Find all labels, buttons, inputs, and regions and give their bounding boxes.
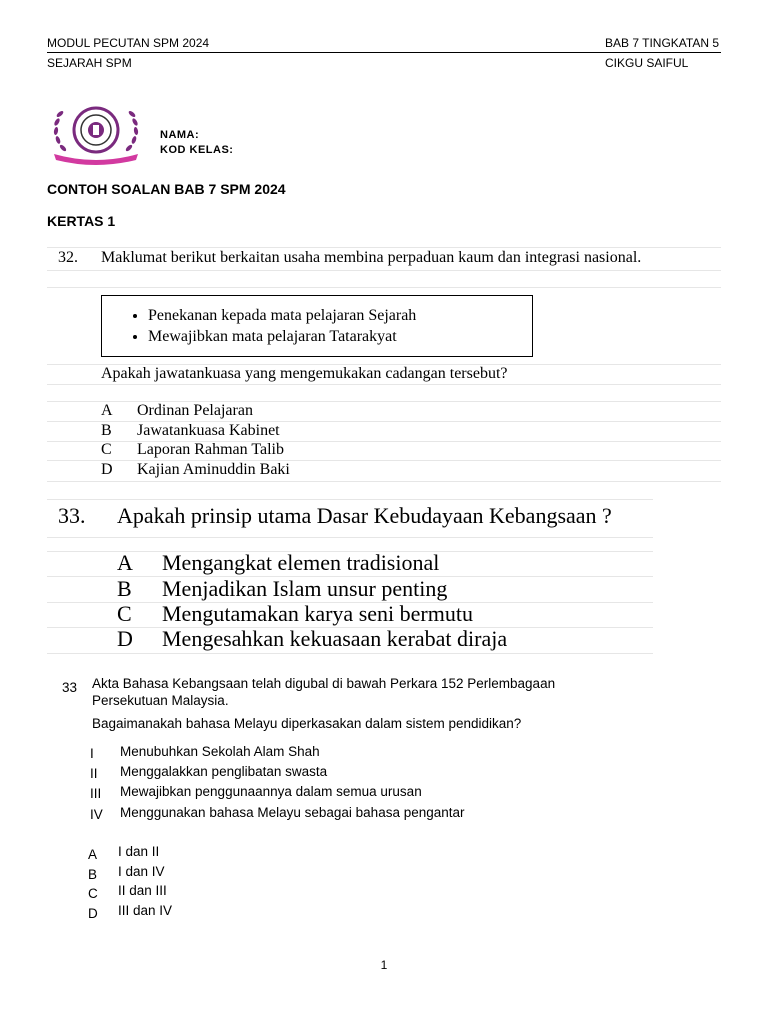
header-right-top: BAB 7 TINGKATAN 5 — [605, 36, 720, 50]
q32-question: Apakah jawatankuasa yang mengemukakan cadangan tersebut? — [101, 365, 508, 382]
q32-option-a: Ordinan Pelajaran — [137, 402, 253, 419]
q33b-roman-2: II — [90, 766, 98, 781]
q33a-option-b: Menjadikan Islam unsur penting — [162, 576, 448, 601]
q32-bullet-1: • Penekanan kepada mata pelajaran Sejarah — [148, 305, 532, 326]
q32-info-box — [101, 295, 533, 357]
question-33b — [60, 670, 660, 930]
q33b-roman-1: I — [90, 746, 94, 761]
q33b-statement-4: Menggunakan bahasa Melayu sebagai bahasa pengantar — [120, 805, 465, 820]
q33b-statement-3: Mewajibkan penggunaannya dalam semua urusan — [120, 784, 422, 799]
q33b-statement-2: Menggalakkan penglibatan swasta — [120, 764, 328, 779]
q33b-option-b: I dan IV — [118, 864, 165, 879]
header-left-bottom: SEJARAH SPM — [47, 56, 132, 70]
q32-option-b: Jawatankuasa Kabinet — [137, 422, 280, 439]
q33a-option-c: Mengutamakan karya seni bermutu — [162, 601, 473, 626]
q32-option-letter-a: A — [101, 402, 113, 419]
q33b-roman-3: III — [90, 786, 102, 801]
q32-option-c: Laporan Rahman Talib — [137, 441, 284, 458]
q33a-option-letter-d: D — [117, 626, 133, 651]
q33b-question: Bagaimanakah bahasa Melayu diperkasakan dalam sistem pendidikan? — [92, 716, 522, 731]
q33b-roman-4: IV — [90, 807, 103, 822]
q32-number: 32. — [58, 249, 78, 266]
school-logo-icon — [50, 104, 142, 166]
q33b-number: 33 — [62, 680, 78, 695]
q32-stem: Maklumat berikut berkaitan usaha membina perpaduan kaum dan integrasi nasional. — [101, 249, 642, 266]
q33a-option-letter-a: A — [117, 550, 133, 575]
q33b-option-letter-b: B — [88, 867, 98, 882]
nama-label: NAMA: — [160, 129, 200, 141]
q33b-option-letter-a: A — [88, 847, 98, 862]
header-left-top: MODUL PECUTAN SPM 2024 — [47, 36, 210, 50]
q33a-option-a: Mengangkat elemen tradisional — [162, 550, 440, 575]
student-form — [160, 128, 233, 158]
q32-bullet-2: • Mewajibkan mata pelajaran Tatarakyat — [148, 326, 532, 347]
page-number: 1 — [380, 958, 388, 972]
q32-option-letter-b: B — [101, 422, 112, 439]
q33b-option-c: II dan III — [118, 883, 167, 898]
q33b-option-letter-d: D — [88, 906, 98, 921]
q33b-option-a: I dan II — [118, 844, 160, 859]
q33b-stem-line2: Persekutuan Malaysia. — [92, 693, 229, 708]
q33b-statement-1: Menubuhkan Sekolah Alam Shah — [120, 744, 320, 759]
q33a-number: 33. — [58, 503, 86, 528]
q33b-option-d: III dan IV — [118, 903, 173, 918]
header-rule — [47, 52, 721, 53]
kod-kelas-label: KOD KELAS: — [160, 144, 234, 156]
q33b-stem-line1: Akta Bahasa Kebangsaan telah digubal di bawah Perkara 152 Perlembagaan — [92, 676, 556, 691]
q33a-option-d: Mengesahkan kekuasaan kerabat diraja — [162, 626, 508, 651]
q33a-option-letter-b: B — [117, 576, 132, 601]
main-title: CONTOH SOALAN BAB 7 SPM 2024 — [47, 181, 286, 197]
paper-title: KERTAS 1 — [47, 213, 116, 229]
q33a-option-letter-c: C — [117, 601, 132, 626]
q32-option-letter-d: D — [101, 461, 113, 478]
q32-option-d: Kajian Aminuddin Baki — [137, 461, 290, 478]
q33b-option-letter-c: C — [88, 886, 98, 901]
q32-option-letter-c: C — [101, 441, 112, 458]
q33a-stem: Apakah prinsip utama Dasar Kebudayaan Kebangsaan ? — [117, 503, 612, 528]
question-33a — [47, 499, 653, 655]
header-right-bottom: CIKGU SAIFUL — [605, 56, 689, 70]
question-32 — [47, 247, 721, 485]
